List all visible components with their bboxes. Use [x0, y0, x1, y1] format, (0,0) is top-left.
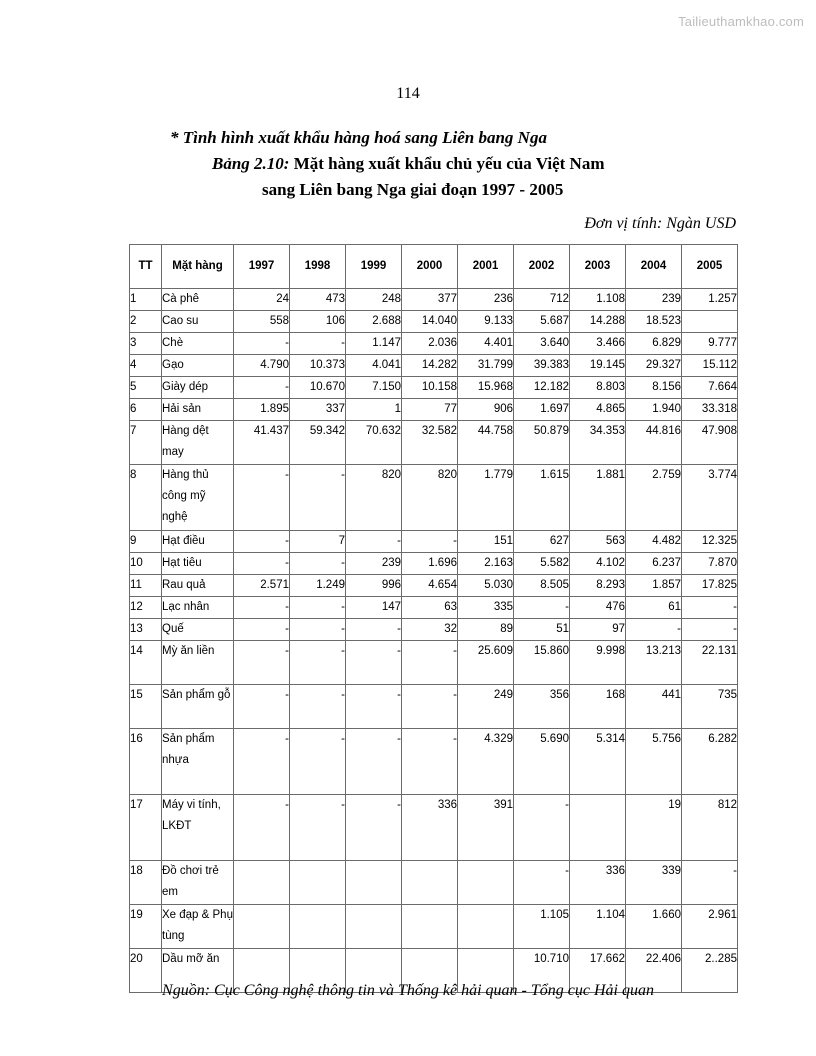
cell-item-name: Sản phẩm gỗ [162, 685, 234, 729]
cell-value-2000: 14.282 [402, 355, 458, 377]
cell-value-2000: 336 [402, 795, 458, 861]
column-header-2004: 2004 [626, 245, 682, 289]
cell-value-2000: 32 [402, 619, 458, 641]
cell-value-2003: 168 [570, 685, 626, 729]
cell-value-2000: - [402, 685, 458, 729]
cell-index: 4 [130, 355, 162, 377]
table-row [130, 465, 738, 531]
cell-value-1997: - [234, 553, 290, 575]
table-row [130, 795, 738, 861]
title-line-3: sang Liên bang Nga giai đoạn 1997 - 2005 [262, 180, 564, 199]
cell-value-2003: 17.662 [570, 949, 626, 993]
table-row [130, 377, 738, 399]
cell-value-1998: - [290, 597, 346, 619]
cell-value-2005: 47.908 [682, 421, 738, 465]
cell-value-1999: 4.041 [346, 355, 402, 377]
cell-value-1997: 558 [234, 311, 290, 333]
cell-item-name: Mỳ ăn liền [162, 641, 234, 685]
cell-value-2000: 4.654 [402, 575, 458, 597]
cell-value-1998 [290, 905, 346, 949]
cell-value-2003: 14.288 [570, 311, 626, 333]
cell-value-2005: - [682, 861, 738, 905]
cell-index: 5 [130, 377, 162, 399]
cell-value-2002: 627 [514, 531, 570, 553]
cell-value-2000: 2.036 [402, 333, 458, 355]
cell-item-name: Máy vi tính, LKĐT [162, 795, 234, 861]
cell-value-2000: 63 [402, 597, 458, 619]
cell-value-2005: 2..285 [682, 949, 738, 993]
cell-value-2002: 712 [514, 289, 570, 311]
cell-value-1997: 4.790 [234, 355, 290, 377]
cell-item-name: Hàng dệt may [162, 421, 234, 465]
cell-value-2002: 8.505 [514, 575, 570, 597]
cell-value-2002: 51 [514, 619, 570, 641]
cell-value-1998: - [290, 619, 346, 641]
cell-value-2004: 22.406 [626, 949, 682, 993]
cell-value-2001: 25.609 [458, 641, 514, 685]
cell-value-2005: 17.825 [682, 575, 738, 597]
cell-value-2000: - [402, 729, 458, 795]
cell-value-1997: 2.571 [234, 575, 290, 597]
cell-value-1999: 248 [346, 289, 402, 311]
cell-value-2002: 12.182 [514, 377, 570, 399]
cell-item-name: Hải sản [162, 399, 234, 421]
column-header-tt: TT [130, 245, 162, 289]
cell-item-name: Cao su [162, 311, 234, 333]
cell-value-1998: 7 [290, 531, 346, 553]
column-header-2001: 2001 [458, 245, 514, 289]
cell-value-2001: 335 [458, 597, 514, 619]
cell-value-1998 [290, 861, 346, 905]
cell-value-2001: 236 [458, 289, 514, 311]
cell-value-2002: 1.105 [514, 905, 570, 949]
page-number: 114 [396, 85, 420, 102]
cell-value-2003: 563 [570, 531, 626, 553]
cell-value-1997: - [234, 619, 290, 641]
cell-value-2002: 356 [514, 685, 570, 729]
export-table-wrapper [129, 244, 737, 993]
cell-value-2004: 61 [626, 597, 682, 619]
column-header-1999: 1999 [346, 245, 402, 289]
cell-item-name: Lạc nhân [162, 597, 234, 619]
cell-index: 8 [130, 465, 162, 531]
cell-value-1997: - [234, 531, 290, 553]
cell-value-2003: 4.865 [570, 399, 626, 421]
cell-index: 1 [130, 289, 162, 311]
column-header-2003: 2003 [570, 245, 626, 289]
cell-value-2004: 239 [626, 289, 682, 311]
cell-index: 14 [130, 641, 162, 685]
table-body [130, 289, 738, 993]
cell-value-2005: 735 [682, 685, 738, 729]
cell-value-2002: 5.687 [514, 311, 570, 333]
cell-value-2003: 8.293 [570, 575, 626, 597]
table-row [130, 861, 738, 905]
cell-value-1998: 10.670 [290, 377, 346, 399]
cell-index: 18 [130, 861, 162, 905]
cell-value-1998: 473 [290, 289, 346, 311]
cell-value-2004: 6.829 [626, 333, 682, 355]
cell-value-2001: 151 [458, 531, 514, 553]
cell-value-2005: 9.777 [682, 333, 738, 355]
cell-value-2000: 32.582 [402, 421, 458, 465]
cell-value-1999: 820 [346, 465, 402, 531]
cell-value-2003: 9.998 [570, 641, 626, 685]
cell-value-1999: - [346, 685, 402, 729]
cell-value-2003 [570, 795, 626, 861]
cell-value-2000: - [402, 641, 458, 685]
cell-value-2002: - [514, 861, 570, 905]
cell-value-2003: 34.353 [570, 421, 626, 465]
cell-value-2003: 1.108 [570, 289, 626, 311]
cell-value-2002: 10.710 [514, 949, 570, 993]
cell-index: 20 [130, 949, 162, 993]
cell-item-name: Giày dép [162, 377, 234, 399]
cell-value-1998: - [290, 465, 346, 531]
cell-value-2002: 15.860 [514, 641, 570, 685]
cell-value-2002: 3.640 [514, 333, 570, 355]
cell-value-2004: 1.857 [626, 575, 682, 597]
column-header-item: Mặt hàng [162, 245, 234, 289]
cell-value-1998: 10.373 [290, 355, 346, 377]
cell-value-2005: 2.961 [682, 905, 738, 949]
cell-value-2005: 3.774 [682, 465, 738, 531]
cell-value-1997: - [234, 597, 290, 619]
cell-value-2001: 4.401 [458, 333, 514, 355]
cell-value-2003: 19.145 [570, 355, 626, 377]
cell-value-2003: 5.314 [570, 729, 626, 795]
cell-value-2005: 15.112 [682, 355, 738, 377]
cell-value-2001: 5.030 [458, 575, 514, 597]
cell-value-2000: 14.040 [402, 311, 458, 333]
cell-value-1999 [346, 905, 402, 949]
cell-value-1998: - [290, 729, 346, 795]
cell-index: 6 [130, 399, 162, 421]
cell-item-name: Gạo [162, 355, 234, 377]
table-row [130, 311, 738, 333]
cell-value-2001: 44.758 [458, 421, 514, 465]
cell-value-2001: 4.329 [458, 729, 514, 795]
cell-value-1998: - [290, 553, 346, 575]
table-row [130, 641, 738, 685]
cell-index: 15 [130, 685, 162, 729]
cell-value-1998: - [290, 685, 346, 729]
cell-item-name: Quế [162, 619, 234, 641]
table-label: Bảng 2.10: [212, 154, 290, 173]
cell-value-2005: 22.131 [682, 641, 738, 685]
cell-value-2000: 377 [402, 289, 458, 311]
table-row [130, 729, 738, 795]
cell-value-1997 [234, 905, 290, 949]
cell-index: 3 [130, 333, 162, 355]
cell-value-1999: - [346, 729, 402, 795]
source-note: Nguồn: Cục Công nghệ thông tin và Thống kê hải quan - Tổng cục Hải quan [162, 982, 654, 999]
cell-value-2002: - [514, 795, 570, 861]
cell-value-2003: 4.102 [570, 553, 626, 575]
cell-value-2003: 336 [570, 861, 626, 905]
cell-value-1999: 239 [346, 553, 402, 575]
cell-value-2004: 44.816 [626, 421, 682, 465]
cell-index: 11 [130, 575, 162, 597]
table-row [130, 531, 738, 553]
column-header-1998: 1998 [290, 245, 346, 289]
cell-value-2003: 476 [570, 597, 626, 619]
cell-value-2000: 77 [402, 399, 458, 421]
table-header-row [130, 245, 738, 289]
cell-value-2003: 1.104 [570, 905, 626, 949]
cell-value-2004: 1.940 [626, 399, 682, 421]
cell-value-1997: - [234, 685, 290, 729]
table-row [130, 685, 738, 729]
column-header-1997: 1997 [234, 245, 290, 289]
cell-value-2005: 812 [682, 795, 738, 861]
cell-value-1998: 106 [290, 311, 346, 333]
title-line-2 [0, 151, 816, 177]
cell-item-name: Hàng thủ công mỹ nghệ [162, 465, 234, 531]
cell-value-2000: 1.696 [402, 553, 458, 575]
cell-item-name: Hạt tiêu [162, 553, 234, 575]
cell-value-2003: 1.881 [570, 465, 626, 531]
cell-value-2000 [402, 861, 458, 905]
cell-value-1997: 41.437 [234, 421, 290, 465]
cell-value-2002: 50.879 [514, 421, 570, 465]
title-line-1: * Tình hình xuất khẩu hàng hoá sang Liên bang Nga [170, 128, 547, 147]
cell-value-2001: 1.779 [458, 465, 514, 531]
cell-value-2002: 39.383 [514, 355, 570, 377]
cell-value-2002: 5.690 [514, 729, 570, 795]
cell-value-2003: 3.466 [570, 333, 626, 355]
cell-item-name: Rau quả [162, 575, 234, 597]
cell-value-1997: - [234, 641, 290, 685]
cell-value-2003: 8.803 [570, 377, 626, 399]
table-row [130, 597, 738, 619]
cell-value-2001 [458, 905, 514, 949]
cell-index: 12 [130, 597, 162, 619]
cell-value-2004: 5.756 [626, 729, 682, 795]
cell-value-1999: - [346, 619, 402, 641]
export-table [129, 244, 738, 993]
cell-value-1997: 24 [234, 289, 290, 311]
table-row [130, 333, 738, 355]
cell-value-2001: 31.799 [458, 355, 514, 377]
cell-item-name: Sản phẩm nhựa [162, 729, 234, 795]
cell-value-2002: 1.615 [514, 465, 570, 531]
cell-value-2004: 8.156 [626, 377, 682, 399]
cell-value-2003: 97 [570, 619, 626, 641]
table-row [130, 289, 738, 311]
cell-value-1998: - [290, 795, 346, 861]
cell-item-name: Chè [162, 333, 234, 355]
cell-value-2000: 820 [402, 465, 458, 531]
cell-item-name: Dầu mỡ ăn [162, 949, 234, 993]
cell-value-1999: 1 [346, 399, 402, 421]
cell-value-2005: - [682, 597, 738, 619]
cell-value-1999: 70.632 [346, 421, 402, 465]
table-row [130, 421, 738, 465]
table-row [130, 355, 738, 377]
cell-value-2004: 1.660 [626, 905, 682, 949]
cell-value-1999: - [346, 531, 402, 553]
cell-value-2004: 6.237 [626, 553, 682, 575]
cell-value-2004: 339 [626, 861, 682, 905]
cell-item-name: Xe đạp & Phụ tùng [162, 905, 234, 949]
cell-value-2002: - [514, 597, 570, 619]
cell-value-1997: - [234, 729, 290, 795]
cell-value-2005: 6.282 [682, 729, 738, 795]
cell-value-1997 [234, 861, 290, 905]
site-watermark: Tailieuthamkhao.com [678, 14, 804, 29]
cell-value-2005: - [682, 619, 738, 641]
table-row [130, 553, 738, 575]
cell-value-2001: 249 [458, 685, 514, 729]
cell-value-2005: 1.257 [682, 289, 738, 311]
cell-value-2004: - [626, 619, 682, 641]
cell-value-1998: 59.342 [290, 421, 346, 465]
cell-index: 10 [130, 553, 162, 575]
cell-value-2000 [402, 905, 458, 949]
cell-value-2001: 15.968 [458, 377, 514, 399]
cell-value-1998: 337 [290, 399, 346, 421]
cell-index: 19 [130, 905, 162, 949]
cell-value-1999: - [346, 641, 402, 685]
column-header-2002: 2002 [514, 245, 570, 289]
cell-value-2005: 12.325 [682, 531, 738, 553]
cell-item-name: Đồ chơi trẻ em [162, 861, 234, 905]
cell-value-2005: 7.870 [682, 553, 738, 575]
cell-value-1999: 147 [346, 597, 402, 619]
cell-value-1998: - [290, 641, 346, 685]
cell-value-2004: 4.482 [626, 531, 682, 553]
cell-value-2001: 89 [458, 619, 514, 641]
cell-value-1999: 7.150 [346, 377, 402, 399]
cell-value-2001 [458, 861, 514, 905]
cell-value-2005 [682, 311, 738, 333]
cell-value-2004: 29.327 [626, 355, 682, 377]
cell-value-2002: 1.697 [514, 399, 570, 421]
column-header-2005: 2005 [682, 245, 738, 289]
cell-index: 2 [130, 311, 162, 333]
cell-value-2001: 2.163 [458, 553, 514, 575]
cell-value-1997: - [234, 333, 290, 355]
table-row [130, 619, 738, 641]
cell-item-name: Hạt điều [162, 531, 234, 553]
cell-value-1998: - [290, 333, 346, 355]
cell-value-1999: 1.147 [346, 333, 402, 355]
column-header-2000: 2000 [402, 245, 458, 289]
cell-value-2002: 5.582 [514, 553, 570, 575]
cell-index: 17 [130, 795, 162, 861]
table-row [130, 399, 738, 421]
cell-value-2000: 10.158 [402, 377, 458, 399]
cell-value-1999: 996 [346, 575, 402, 597]
cell-value-2004: 19 [626, 795, 682, 861]
unit-note: Đơn vị tính: Ngàn USD [584, 215, 736, 232]
cell-value-2005: 7.664 [682, 377, 738, 399]
cell-index: 7 [130, 421, 162, 465]
cell-value-2000: - [402, 531, 458, 553]
cell-item-name: Cà phê [162, 289, 234, 311]
cell-index: 9 [130, 531, 162, 553]
cell-value-2005: 33.318 [682, 399, 738, 421]
cell-value-1997: - [234, 377, 290, 399]
cell-value-2001: 906 [458, 399, 514, 421]
cell-value-1999: - [346, 795, 402, 861]
cell-value-2004: 13.213 [626, 641, 682, 685]
cell-value-1999: 2.688 [346, 311, 402, 333]
table-row [130, 905, 738, 949]
cell-value-1997: 1.895 [234, 399, 290, 421]
title-line-2-rest: Mặt hàng xuất khẩu chủ yếu của Việt Nam [289, 154, 605, 173]
title-block [0, 125, 816, 233]
cell-value-2001: 9.133 [458, 311, 514, 333]
cell-value-2001: 391 [458, 795, 514, 861]
cell-index: 13 [130, 619, 162, 641]
cell-value-1997: - [234, 795, 290, 861]
cell-value-2004: 18.523 [626, 311, 682, 333]
cell-index: 16 [130, 729, 162, 795]
cell-value-1997: - [234, 465, 290, 531]
cell-value-2004: 2.759 [626, 465, 682, 531]
cell-value-1998: 1.249 [290, 575, 346, 597]
cell-value-1999 [346, 861, 402, 905]
table-row [130, 575, 738, 597]
cell-value-2004: 441 [626, 685, 682, 729]
